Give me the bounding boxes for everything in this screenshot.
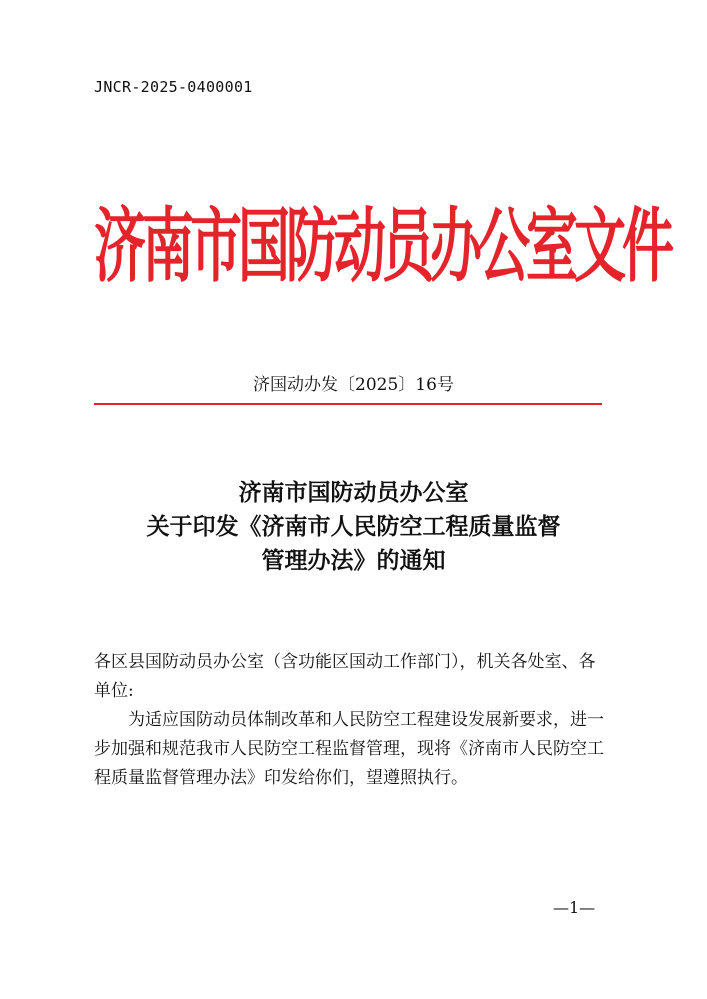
red-divider-line xyxy=(94,403,602,405)
serial-number: JNCR-2025-0400001 xyxy=(94,78,253,96)
title-line-1: 济南市国防动员办公室 xyxy=(238,479,469,506)
addressee: 各区县国防动员办公室（含功能区国动工作部门），机关各处室、各单位: xyxy=(94,652,596,701)
title-line-2: 关于印发《济南市人民防空工程质量监督 xyxy=(146,513,561,540)
document-body xyxy=(94,648,610,793)
document-title xyxy=(0,476,707,578)
title-line-3: 管理办法》的通知 xyxy=(261,547,446,574)
body-paragraph: 为适应国防动员体制改革和人民防空工程建设发展新要求，进一步加强和规范我市人民防空工程监督管理，现将《济南市人民防空工程质量监督管理办法》印发给你们，望遵照执行。 xyxy=(94,710,604,788)
page-number: —1— xyxy=(553,898,596,917)
masthead-title: 济南市国防动员办公室文件 xyxy=(94,199,671,294)
document-number: 济国动办发〔2025〕16号 xyxy=(253,375,454,395)
